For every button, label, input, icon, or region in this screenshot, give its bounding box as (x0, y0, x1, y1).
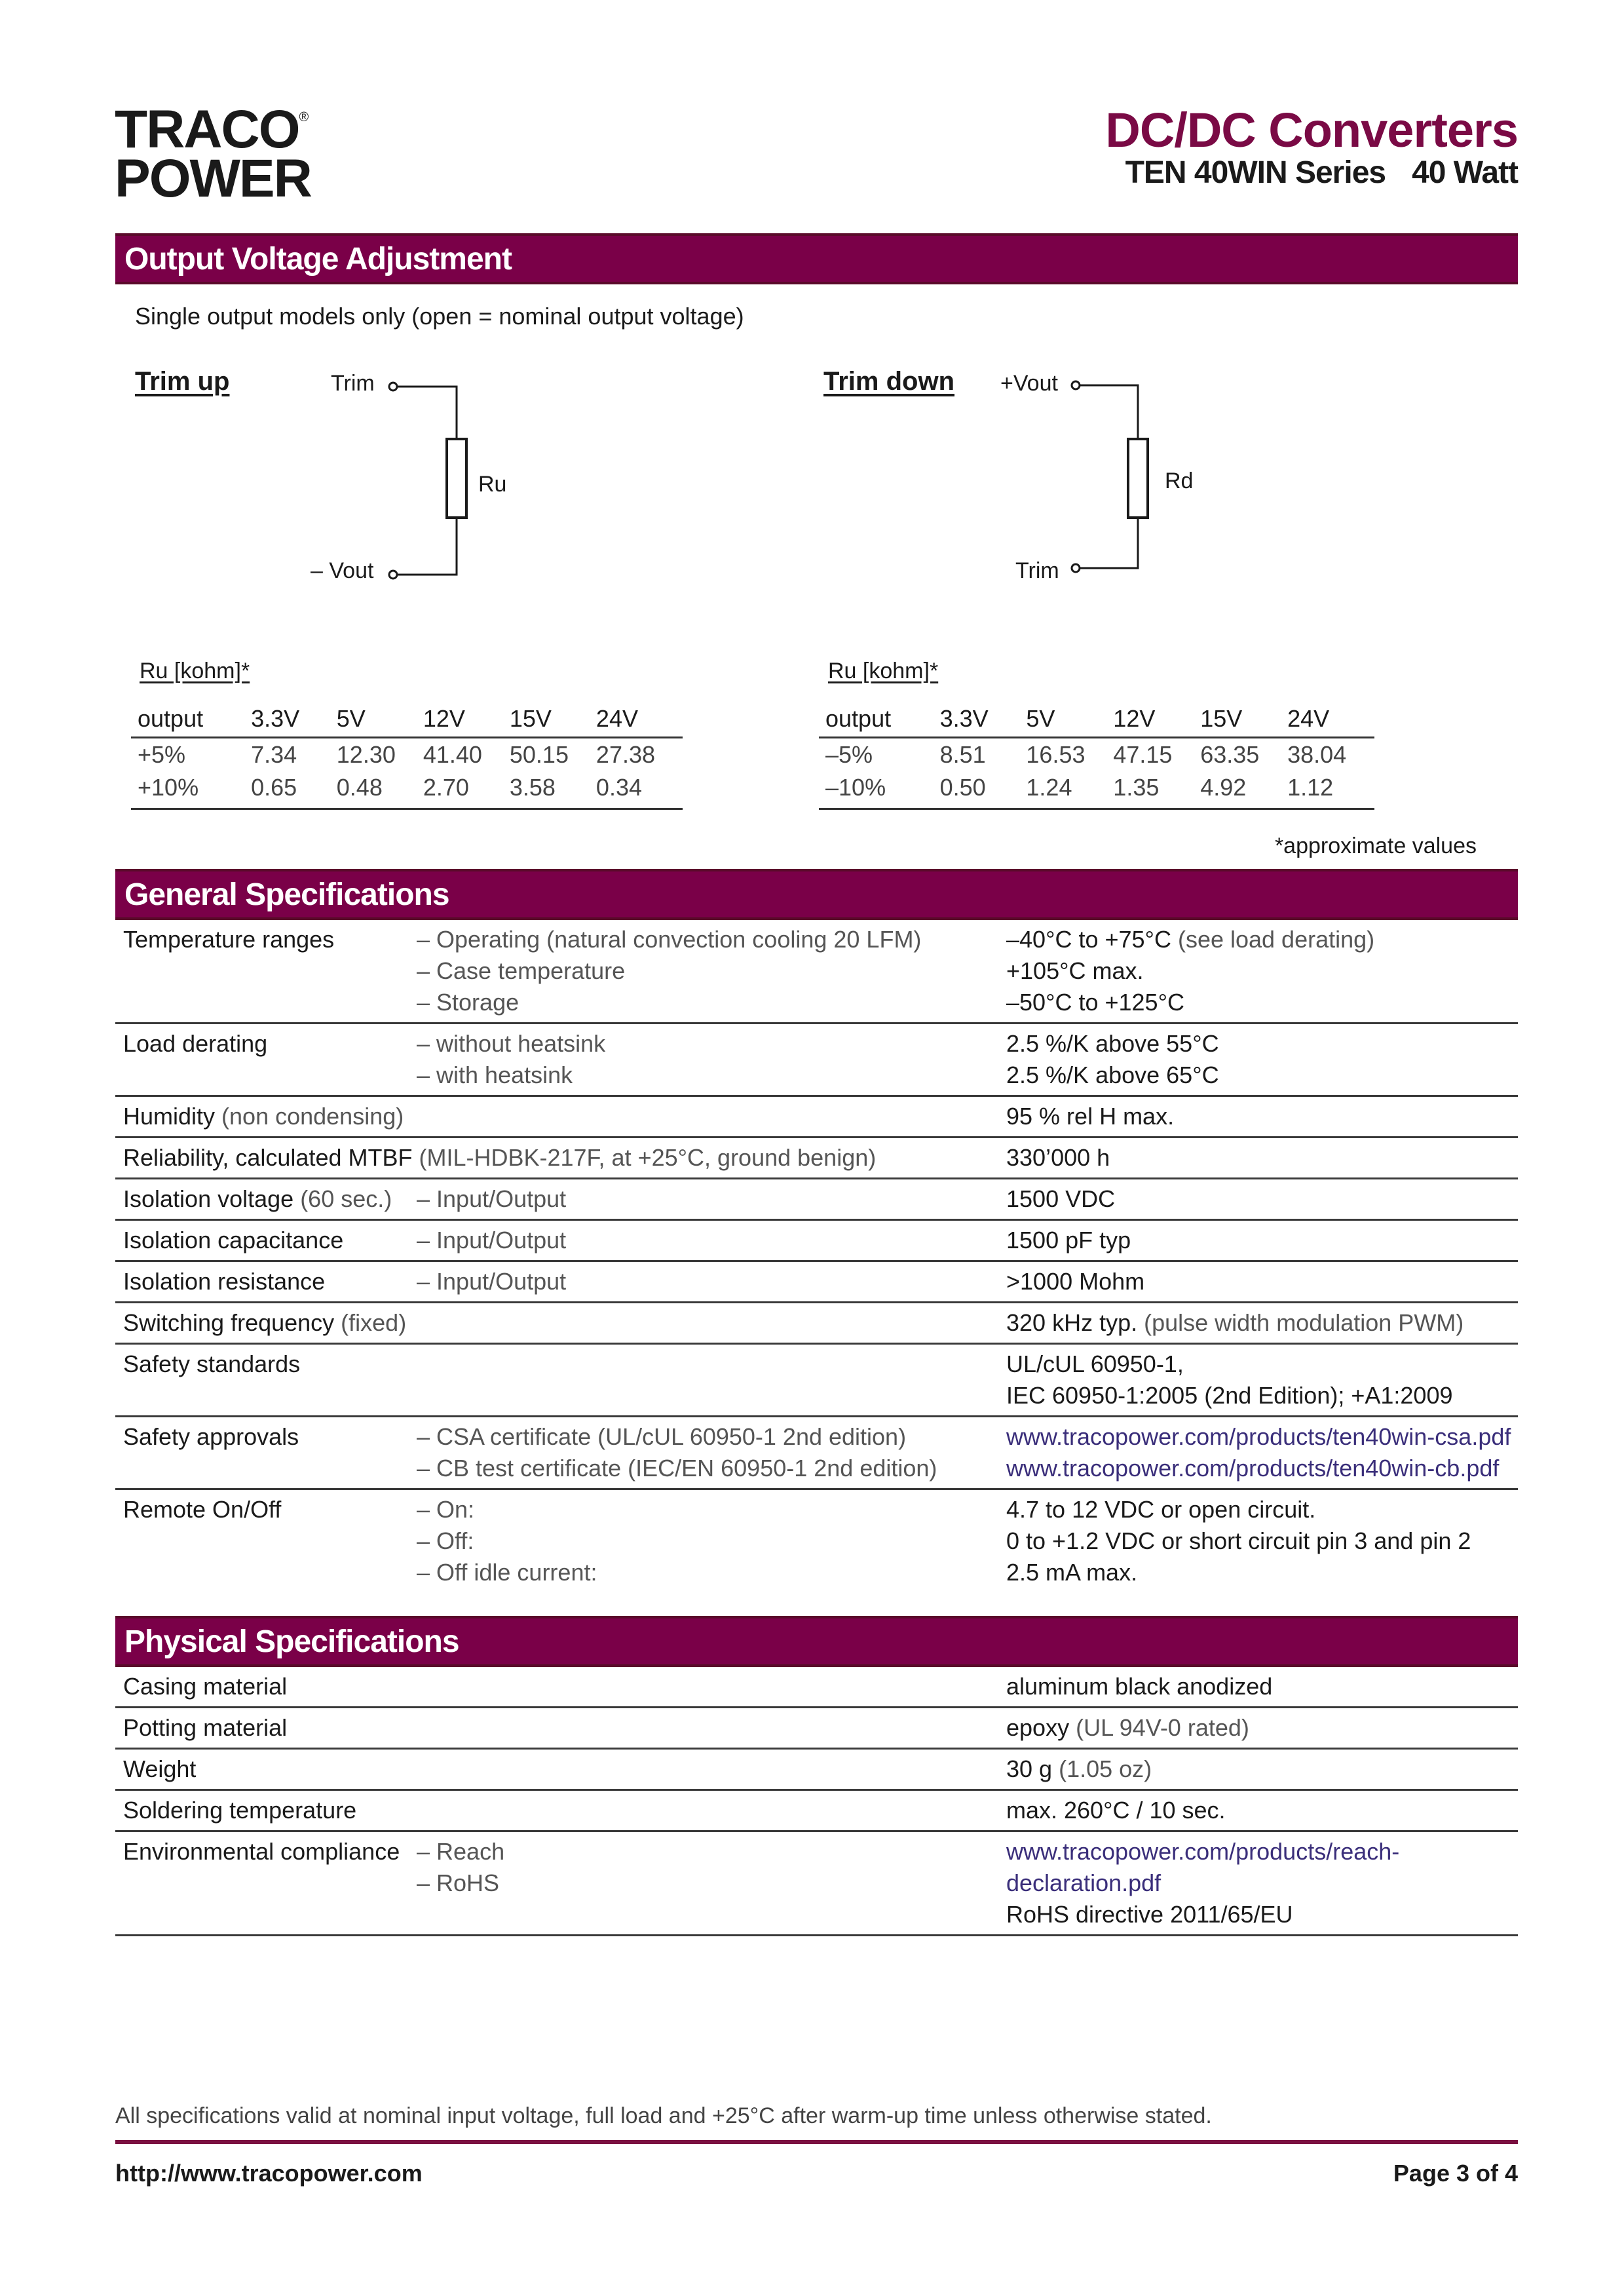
spec-values (1006, 1836, 1518, 1930)
condition: – CSA certificate (UL/cUL 60950-1 2nd edition) (417, 1423, 907, 1450)
section-output-voltage-adjustment (115, 233, 1518, 284)
value (1006, 1307, 1518, 1339)
trim-up-bottom-terminal: – Vout (311, 558, 374, 583)
value: 0 to +1.2 VDC or short circuit pin 3 and pin 2 (1006, 1527, 1471, 1554)
value-note: (see load derating) (1171, 926, 1375, 953)
col-header: output (131, 701, 251, 738)
table-up-caption: Ru [kohm]* (140, 659, 250, 683)
spec-values (1006, 924, 1518, 1018)
spec-row-safety-approvals (115, 1417, 1518, 1490)
footer-divider (115, 2140, 1518, 2144)
spec-note: (MIL-HDBK-217F, at +25°C, ground benign) (412, 1144, 877, 1171)
spec-values (1006, 1494, 1518, 1588)
spec-conditions (417, 924, 1006, 1018)
spec-name: Soldering temperature (123, 1797, 357, 1824)
resistor-ru-label: Ru (478, 472, 507, 497)
condition: – Off idle current: (417, 1559, 597, 1586)
cell: 1.24 (1026, 771, 1113, 809)
spec-row-load-derating (115, 1024, 1518, 1097)
footer-note: All specifications valid at nominal input voltage, full load and +25°C after warm-up time unless otherwise stated. (115, 2103, 1212, 2128)
condition: – On: (417, 1496, 475, 1523)
traco-power-logo (115, 100, 311, 209)
col-header: 15V (1200, 701, 1287, 738)
spec-row-temperature (115, 920, 1518, 1024)
spec-name: Isolation capacitance (123, 1227, 344, 1253)
table-row (131, 738, 683, 772)
page-number: Page 3 of 4 (1393, 2160, 1518, 2187)
condition: – RoHS (417, 1869, 500, 1896)
spec-note: (non condensing) (215, 1103, 404, 1130)
value: 95 % rel H max. (1006, 1103, 1175, 1130)
value: –40°C to +75°C (1006, 926, 1171, 953)
section-title: General Specifications (124, 877, 449, 912)
trim-down-bottom-terminal: Trim (1015, 558, 1059, 583)
spec-row-humidity (115, 1097, 1518, 1138)
cell: 27.38 (595, 741, 656, 768)
spec-conditions (417, 1494, 1006, 1588)
spec-name: Environmental compliance (123, 1838, 400, 1865)
col-header: 3.3V (940, 701, 1027, 738)
condition: – Input/Output (417, 1185, 567, 1212)
col-header: 12V (423, 701, 510, 738)
cell: 50.15 (509, 741, 569, 768)
row-label: +10% (131, 771, 251, 809)
table-row (819, 771, 1374, 809)
col-header: 24V (1287, 701, 1374, 738)
condition: – Input/Output (417, 1268, 567, 1295)
spec-conditions (417, 1028, 1006, 1091)
table-row (819, 738, 1374, 772)
spec-name (115, 1142, 1006, 1174)
spec-row-environmental (115, 1832, 1518, 1936)
col-header: 5V (337, 701, 423, 738)
value: 1500 pF typ (1006, 1227, 1131, 1253)
spec-name-text: Switching frequency (123, 1309, 335, 1336)
trim-down-top-terminal: +Vout (1000, 371, 1058, 396)
series-name: TEN 40WIN Series (1125, 155, 1386, 190)
product-category: DC/DC Converters (1105, 103, 1518, 157)
spec-name-text: Isolation voltage (123, 1185, 294, 1212)
value: IEC 60950-1:2005 (2nd Edition); +A1:2009 (1006, 1382, 1453, 1409)
trim-up-circuit-icon (380, 373, 472, 583)
resistor-rd-label: Rd (1165, 469, 1194, 493)
condition: – Input/Output (417, 1227, 567, 1253)
trim-down-label: Trim down (823, 367, 954, 396)
spec-name: Isolation resistance (123, 1268, 326, 1295)
table-down-caption: Ru [kohm]* (828, 659, 939, 683)
intro-text: Single output models only (open = nominal output voltage) (135, 303, 744, 330)
cell: 38.04 (1287, 741, 1347, 768)
series-line (1105, 156, 1518, 191)
spec-row-potting (115, 1708, 1518, 1750)
spec-name: Load derating (123, 1030, 268, 1057)
value: aluminum black anodized (1006, 1673, 1273, 1700)
trim-up-label: Trim up (135, 367, 230, 396)
spec-name-text: Humidity (123, 1103, 216, 1130)
col-header: 5V (1026, 701, 1113, 738)
cell: 7.34 (251, 741, 297, 768)
condition: – Operating (natural convection cooling 20 LFM) (417, 926, 922, 953)
row-label: –5% (825, 741, 873, 768)
condition: – Storage (417, 989, 519, 1016)
value-text: 320 kHz typ. (1006, 1309, 1138, 1336)
spec-name: Safety approvals (123, 1423, 299, 1450)
cb-certificate-link[interactable]: www.tracopower.com/products/ten40win-cb.pdf (1006, 1455, 1500, 1482)
condition: – without heatsink (417, 1030, 606, 1057)
value: –50°C to +125°C (1006, 989, 1184, 1016)
condition: – Reach (417, 1838, 505, 1865)
spec-row-remote-on-off (115, 1490, 1518, 1592)
value: 330’000 h (1006, 1144, 1110, 1171)
condition: – with heatsink (417, 1062, 573, 1088)
cell: 12.30 (336, 741, 396, 768)
spec-row-soldering (115, 1791, 1518, 1832)
section-general-specifications (115, 869, 1518, 920)
spec-name: Temperature ranges (123, 926, 335, 953)
trim-down-circuit-icon (1068, 373, 1160, 583)
col-header: 15V (510, 701, 596, 738)
spec-name (115, 1183, 417, 1215)
cell: 1.12 (1287, 771, 1374, 809)
value: +105°C max. (1006, 957, 1144, 984)
value-note: (UL 94V-0 rated) (1069, 1714, 1249, 1741)
cell: 1.35 (1113, 771, 1200, 809)
value: >1000 Mohm (1006, 1268, 1145, 1295)
physical-spec-table (115, 1667, 1518, 1936)
table-row (131, 771, 683, 809)
spec-name: Potting material (123, 1714, 288, 1741)
trim-up-resistor-table (131, 701, 683, 810)
cell: 0.34 (596, 771, 683, 809)
value-text: 30 g (1006, 1755, 1053, 1782)
value: UL/cUL 60950-1, (1006, 1350, 1184, 1377)
col-header: 24V (596, 701, 683, 738)
cell: 2.70 (423, 771, 510, 809)
cell: 63.35 (1200, 741, 1260, 768)
section-title: Output Voltage Adjustment (124, 242, 512, 277)
spec-name: Casing material (123, 1673, 288, 1700)
cell: 16.53 (1026, 741, 1086, 768)
spec-row-weight (115, 1750, 1518, 1791)
spec-conditions (417, 1836, 1006, 1930)
row-label: +5% (138, 741, 186, 768)
spec-name (115, 1101, 1006, 1132)
value (1006, 1712, 1518, 1744)
col-header: 12V (1113, 701, 1200, 738)
table-header-row (819, 701, 1374, 738)
spec-row-isolation-capacitance (115, 1221, 1518, 1262)
cell: 0.48 (337, 771, 423, 809)
spec-name: Remote On/Off (123, 1496, 282, 1523)
cell: 41.40 (423, 741, 482, 768)
table-header-row (131, 701, 683, 738)
value-note: (pulse width modulation PWM) (1137, 1309, 1464, 1336)
spec-conditions (417, 1421, 1006, 1484)
condition: – CB test certificate (IEC/EN 60950-1 2nd edition) (417, 1455, 937, 1482)
spec-name: Safety standards (123, 1350, 301, 1377)
value: max. 260°C / 10 sec. (1006, 1797, 1226, 1824)
spec-values (1006, 1028, 1518, 1091)
condition: – Case temperature (417, 957, 626, 984)
cell: 4.92 (1200, 771, 1287, 809)
power-rating: 40 Watt (1412, 155, 1518, 190)
spec-values (1006, 1421, 1518, 1484)
cell: 8.51 (939, 741, 986, 768)
spec-name-text: Reliability, calculated MTBF (123, 1144, 413, 1171)
spec-row-safety-standards (115, 1345, 1518, 1417)
cell: 0.50 (940, 771, 1027, 809)
cell: 3.58 (510, 771, 596, 809)
value: 2.5 %/K above 65°C (1006, 1062, 1219, 1088)
spec-row-mtbf (115, 1138, 1518, 1179)
spec-row-isolation-resistance (115, 1262, 1518, 1303)
spec-row-switching-frequency (115, 1303, 1518, 1345)
spec-note: (fixed) (334, 1309, 407, 1336)
cell: 47.15 (1113, 741, 1173, 768)
spec-row-isolation-voltage (115, 1179, 1518, 1221)
registered-mark: ® (299, 110, 308, 124)
trim-up-top-terminal: Trim (331, 371, 375, 396)
trim-down-resistor-table (819, 701, 1374, 810)
value: 2.5 %/K above 55°C (1006, 1030, 1219, 1057)
document-title (1105, 105, 1518, 190)
logo-line1: TRACO (115, 100, 299, 159)
value: 1500 VDC (1006, 1185, 1116, 1212)
approximate-values-note: *approximate values (1274, 833, 1477, 858)
value-text: epoxy (1006, 1714, 1070, 1741)
general-spec-table (115, 920, 1518, 1592)
value: 2.5 mA max. (1006, 1559, 1138, 1586)
spec-note: (60 sec.) (293, 1185, 392, 1212)
section-physical-specifications (115, 1616, 1518, 1667)
section-title: Physical Specifications (124, 1624, 459, 1659)
footer-website-link[interactable]: http://www.tracopower.com (115, 2160, 423, 2187)
value: 4.7 to 12 VDC or open circuit. (1006, 1496, 1316, 1523)
spec-name: Weight (123, 1755, 197, 1782)
condition: – Off: (417, 1527, 474, 1554)
value-note: (1.05 oz) (1052, 1755, 1152, 1782)
col-header: output (819, 701, 940, 738)
reach-declaration-link[interactable]: www.tracopower.com/products/reach-declaration.pdf (1006, 1838, 1400, 1896)
col-header: 3.3V (251, 701, 337, 738)
spec-row-casing (115, 1667, 1518, 1708)
logo-line2: POWER (115, 149, 311, 209)
value (1006, 1753, 1518, 1785)
row-label: –10% (819, 771, 940, 809)
spec-name (115, 1307, 1006, 1339)
spec-values (1006, 1349, 1518, 1411)
value: RoHS directive 2011/65/EU (1006, 1901, 1293, 1928)
csa-certificate-link[interactable]: www.tracopower.com/products/ten40win-csa.pdf (1006, 1423, 1511, 1450)
cell: 0.65 (251, 771, 337, 809)
